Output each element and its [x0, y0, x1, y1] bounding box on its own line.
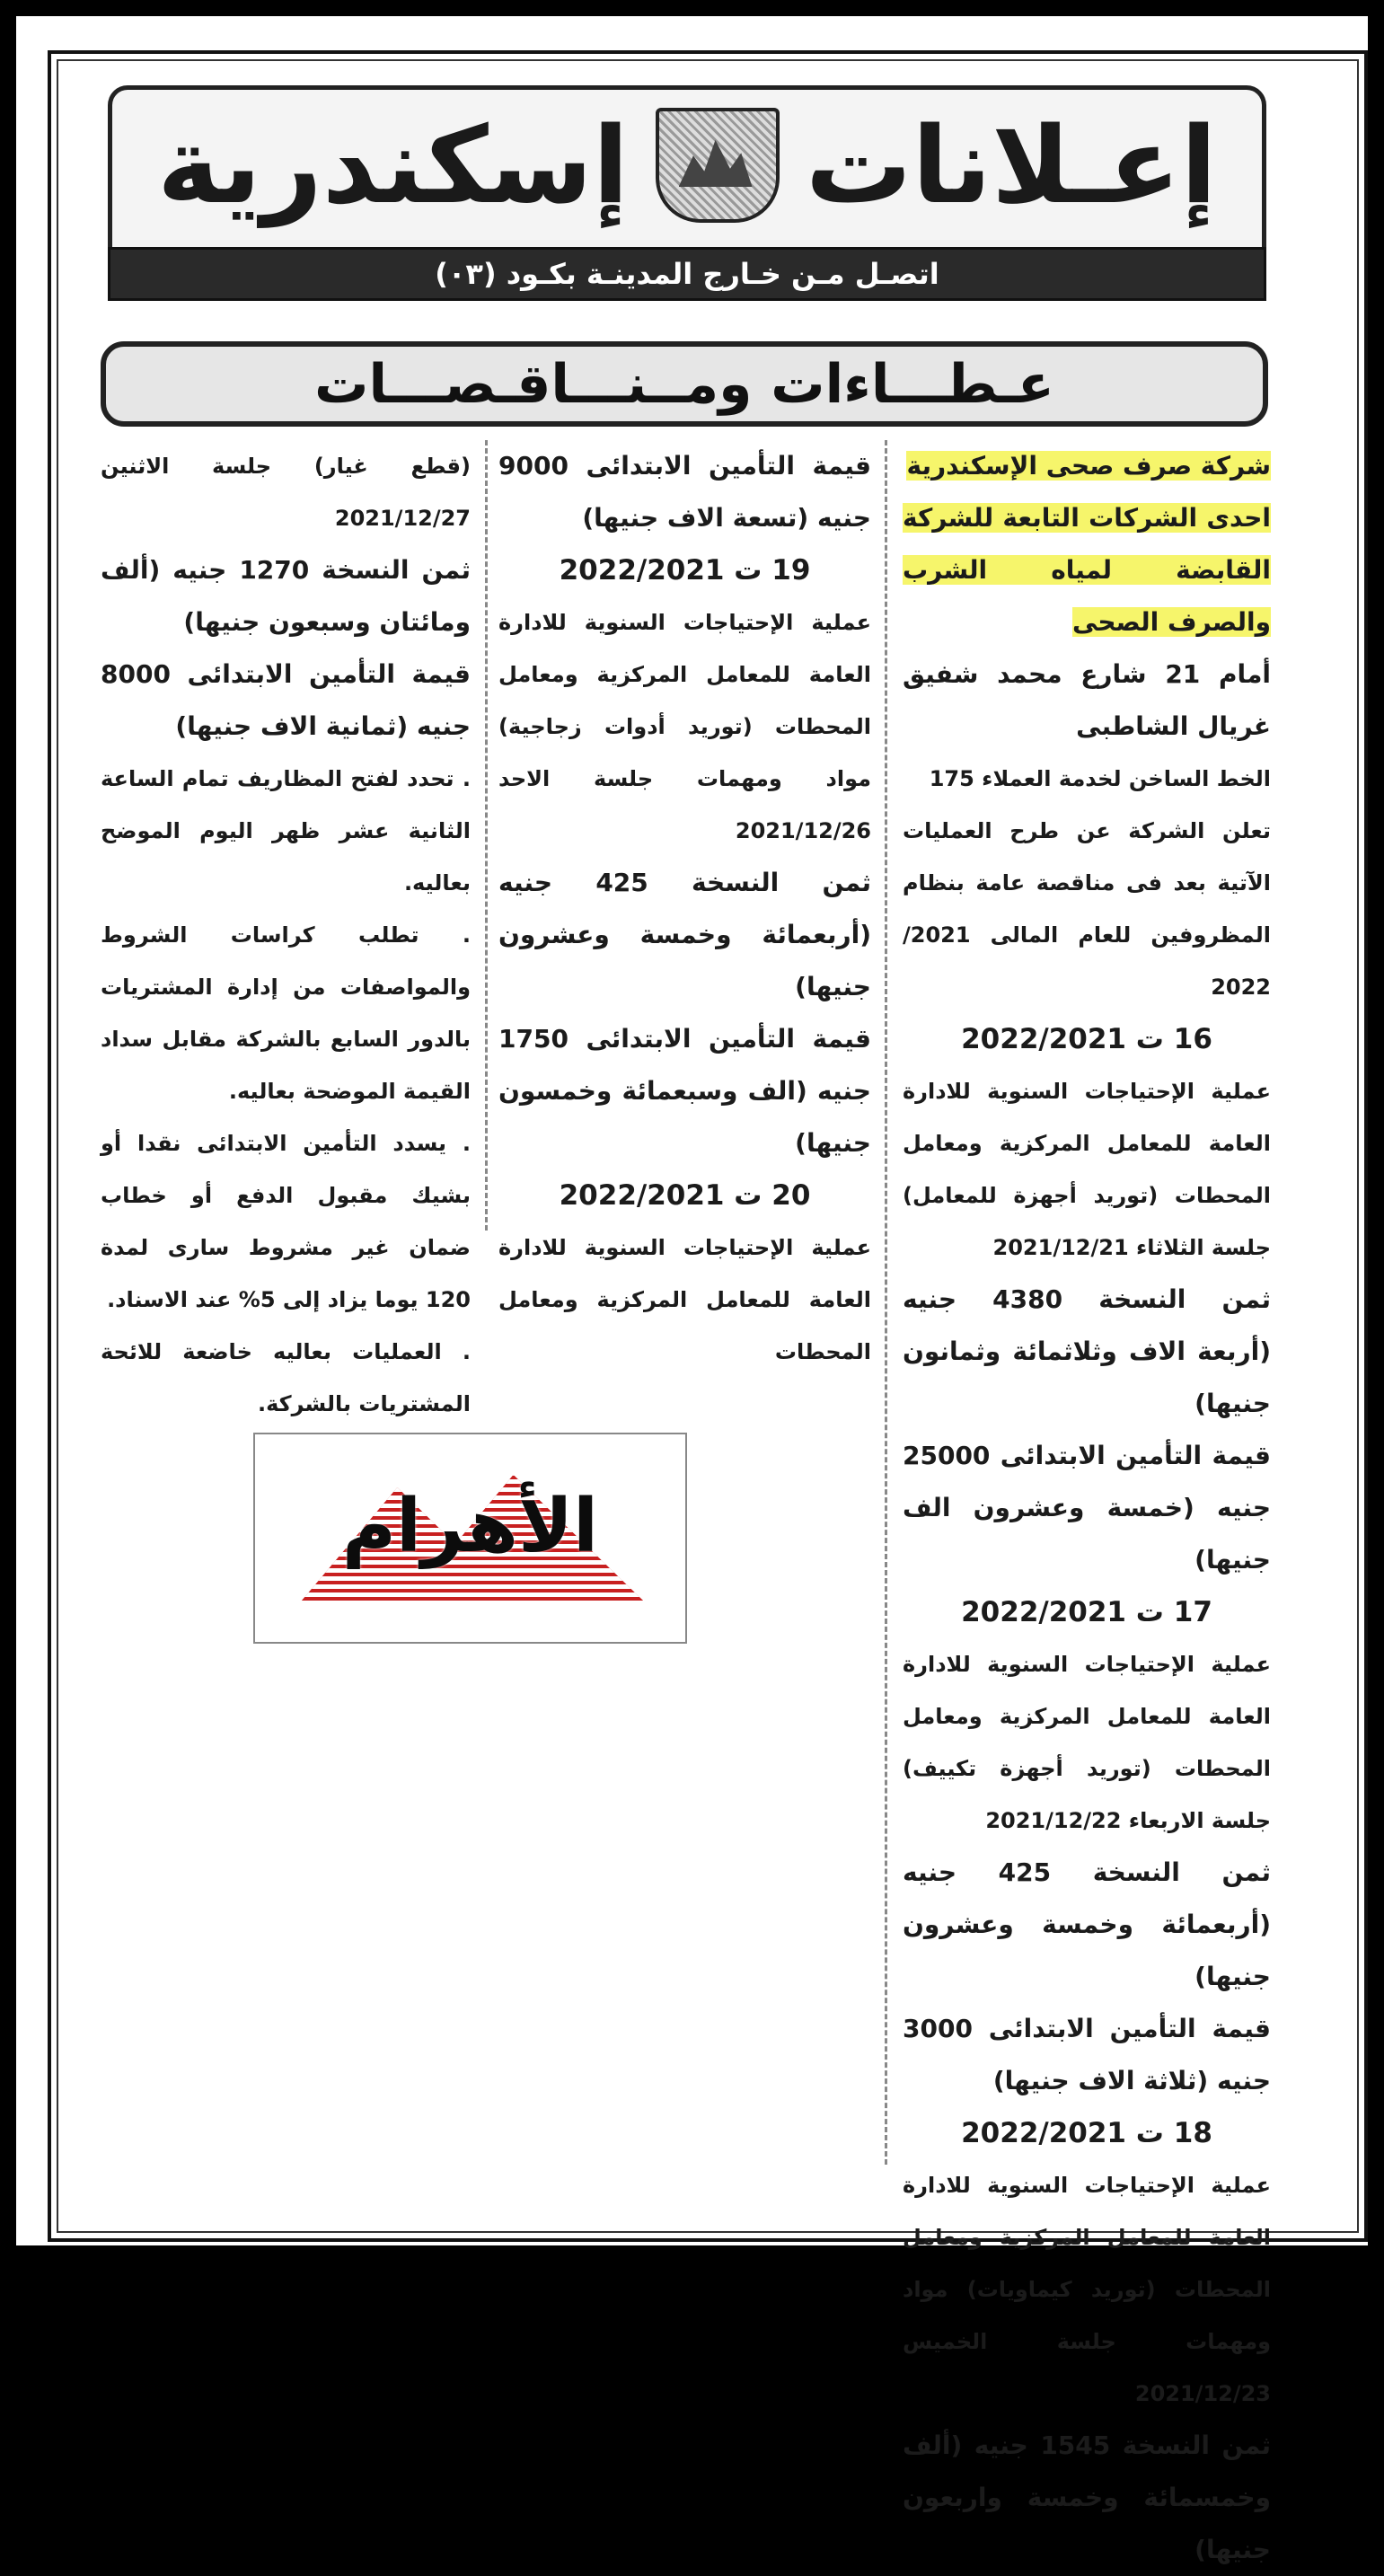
tender-20-code: 20 ت 2022/2021	[559, 1179, 811, 1212]
tender-19-price: ثمن النسخة 425 جنيه (أربعمائة وخمسة وعشرون جنيها)	[498, 868, 871, 1001]
tender-17-body: عملية الإحتياجات السنوية للادارة العامة للمعامل المركزية ومعامل المحطات (توريد أجهزة تكييف) جلسة الاربعاء 2021/12/22	[903, 1652, 1271, 1833]
tender-20-continuation: (قطع غيار) جلسة الاثنين 2021/12/27	[101, 454, 471, 531]
company-affiliation: احدى الشركات التابعة للشركة القابضة لمياه الشرب والصرف الصحى	[903, 503, 1271, 637]
company-name: شركة صرف صحى الإسكندرية	[906, 451, 1271, 481]
tender-20-price: ثمن النسخة 1270 جنيه (ألف ومائتان وسبعون جنيها)	[101, 555, 471, 637]
tender-19-body: عملية الإحتياجات السنوية للادارة العامة للمعامل المركزية ومعامل المحطات (توريد أدوات زجاجية) مواد ومهمات جلسة الاحد 2021/12/26	[498, 610, 871, 843]
note-insurance: . يسدد التأمين الابتدائى نقدا أو بشيك مقبول الدفع أو خطاب ضمان غير مشروط سارى لمدة 120 يوما يزاد إلى 5% عند الاسناد.	[101, 1131, 471, 1312]
section-title: عـطـــاءات ومــنـــاقـصـــات	[314, 352, 1054, 416]
note-regulations: . العمليات بعاليه خاضعة للائحة المشتريات بالشركة.	[101, 1339, 471, 1416]
column-divider	[485, 440, 488, 1231]
phone-note: اتصـل مـن خـارج المدينـة بكـود (٠٣)	[435, 257, 939, 291]
tender-16-price: ثمن النسخة 4380 جنيه (أربعة الاف وثلاثمائة وثمانون جنيها)	[903, 1284, 1271, 1418]
section-header	[101, 341, 1268, 427]
column-middle	[498, 440, 871, 1378]
tender-20-insurance: قيمة التأمين الابتدائى 8000 جنيه (ثمانية الاف جنيها)	[101, 659, 471, 741]
note-booklets: . تطلب كراسات الشروط والمواصفات من إدارة المشتريات بالدور السابع بالشركة مقابل سداد القيمة الموضحة بعاليه.	[101, 922, 471, 1104]
column-right	[903, 440, 1271, 2576]
masthead-city: إسكندرية	[157, 103, 630, 227]
tender-18-body: عملية الإحتياجات السنوية للادارة العامة للمعامل المركزية ومعامل المحطات (توريد كيماويات) مواد ومهمات جلسة الخميس 2021/12/23	[903, 2173, 1271, 2406]
ahram-logo	[253, 1433, 687, 1644]
intro-text: تعلن الشركة عن طرح العمليات الآتية بعد فى مناقصة عامة بنظام المظروفين للعام المالى 2021/ 2022	[903, 818, 1271, 1000]
tender-16-code: 16 ت 2022/2021	[961, 1023, 1212, 1055]
city-seal-icon	[656, 108, 780, 223]
tender-19-insurance: قيمة التأمين الابتدائى 1750 جنيه (الف وسبعمائة وخمسون جنيها)	[498, 1024, 871, 1158]
phone-note-bar	[108, 247, 1266, 301]
tender-17-insurance: قيمة التأمين الابتدائى 3000 جنيه (ثلاثة الاف جنيها)	[903, 2014, 1271, 2095]
logo-text: الأهرام	[341, 1484, 599, 1569]
tender-20-body: عملية الإحتياجات السنوية للادارة العامة للمعامل المركزية ومعامل المحطات	[498, 1235, 871, 1364]
masthead	[108, 85, 1266, 247]
tender-17-code: 17 ت 2022/2021	[961, 1596, 1212, 1628]
tender-18-price: ثمن النسخة 1545 جنيه (ألف وخمسمائة وخمسة واربعون جنيها)	[903, 2430, 1271, 2564]
tender-18-code: 18 ت 2022/2021	[961, 2117, 1212, 2149]
hotline: الخط الساخن لخدمة العملاء 175	[929, 766, 1271, 791]
tender-16-body: عملية الإحتياجات السنوية للادارة العامة للمعامل المركزية ومعامل المحطات (توريد أجهزة للمعامل) جلسة الثلاثاء 2021/12/21	[903, 1079, 1271, 1260]
tender-18-insurance: قيمة التأمين الابتدائى 9000 جنيه (تسعة الاف جنيها)	[498, 451, 871, 533]
note-envelopes: . تحدد لفتح المظاريف تمام الساعة الثانية عشر ظهر اليوم الموضح بعاليه.	[101, 766, 471, 895]
column-divider	[885, 440, 887, 2165]
tender-19-code: 19 ت 2022/2021	[559, 554, 811, 587]
company-address: أمام 21 شارع محمد شفيق غريال الشاطبى	[903, 659, 1272, 741]
column-left	[101, 440, 471, 1430]
masthead-ads: إعـلانات	[805, 103, 1217, 227]
tender-16-insurance: قيمة التأمين الابتدائى 25000 جنيه (خمسة وعشرون الف جنيها)	[903, 1441, 1271, 1575]
tender-17-price: ثمن النسخة 425 جنيه (أربعمائة وخمسة وعشرون جنيها)	[903, 1857, 1271, 1991]
